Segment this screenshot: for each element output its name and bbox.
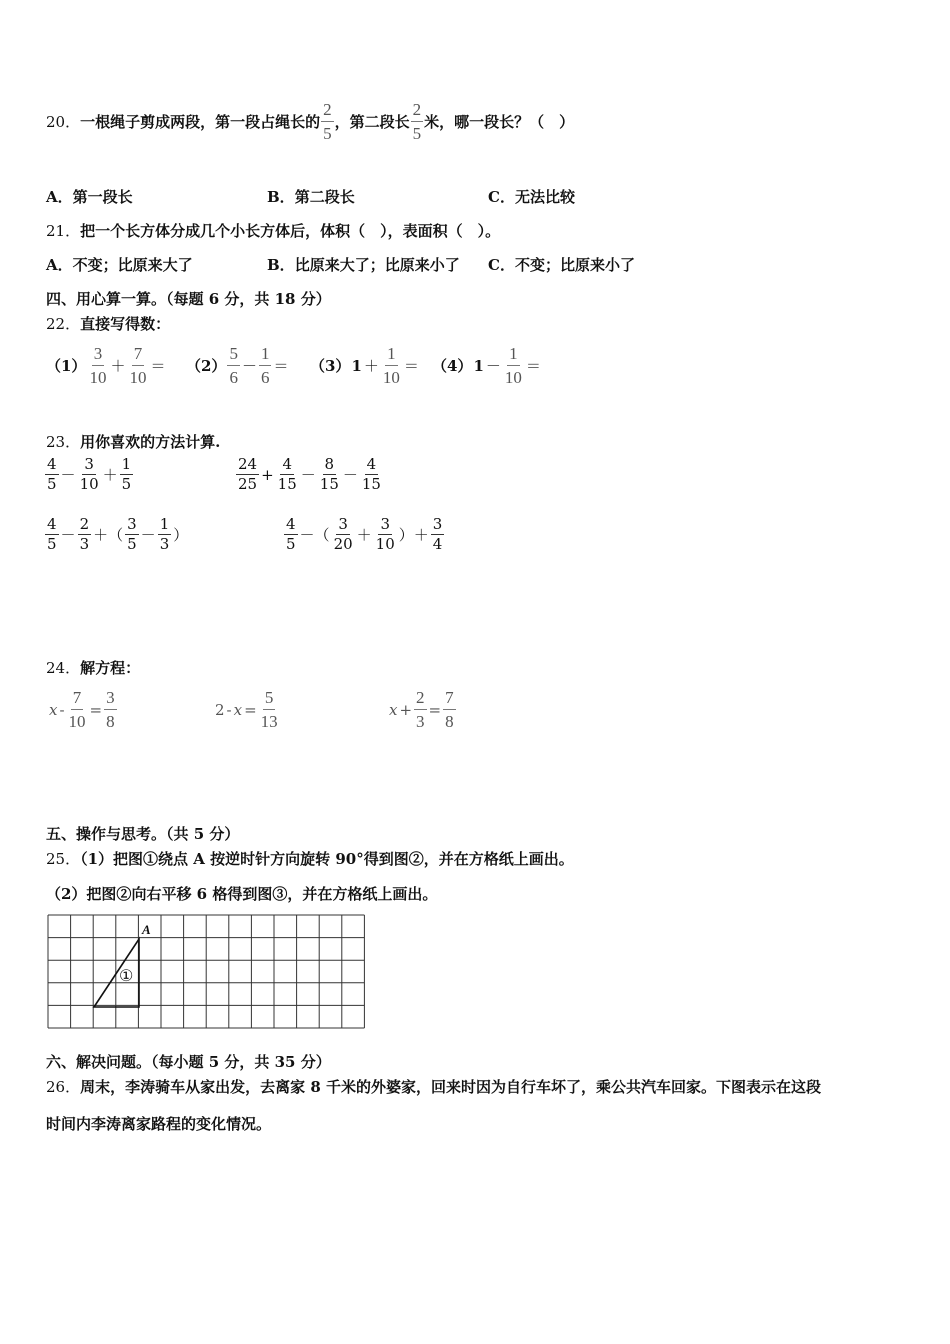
q20-option-b[interactable]: B．第二段长 — [267, 188, 355, 206]
grid-lines — [48, 915, 364, 1028]
q22-item-3: （3） 1 ＋ $\frac{1}{10}$ ＝ — [310, 344, 419, 387]
q26-line-2: 时间内李涛离家路程的变化情况。 — [46, 1115, 272, 1133]
q20-fraction-1: $\frac{2}{5}$ — [323, 100, 332, 143]
q24-equation-1: x - $\frac{7}{10}$ = $\frac{3}{8}$ — [49, 688, 115, 731]
section-4-title: 四、用心算一算。（每题 6 分，共 18 分） — [46, 290, 331, 308]
q25-text-1: （1）把图①绕点 A 按逆时针方向旋转 90°得到图②，并在方格纸上画出。 — [80, 850, 574, 868]
q20-option-a[interactable]: A．第一段长 — [46, 188, 133, 206]
q22-item-1: （1） $\frac{3}{10}$ ＋ $\frac{7}{10}$ ＝ — [46, 344, 166, 387]
q22-number: 22． — [46, 315, 81, 333]
q26-text-1: 周末，李涛骑车从家出发，去离家 8 千米的外婆家，回来时因为自行车坏了，乘公共汽车回家。下图表示在这段 — [80, 1078, 821, 1096]
point-a-label: A — [142, 922, 151, 937]
q23-expression-1: $\frac{4}{5}$ － $\frac{3}{10}$ ＋ $\frac{1}{5}$ — [47, 455, 132, 493]
q22-1-fraction-a: $\frac{3}{10}$ — [89, 344, 107, 387]
q24-number: 24． — [46, 659, 81, 677]
q24-text: 解方程： — [80, 659, 141, 677]
q22-3-fraction: $\frac{1}{10}$ — [382, 344, 400, 387]
q20-text-part2: ，第二段长 — [334, 113, 410, 131]
q20-number: 20． — [46, 113, 81, 131]
q24-equation-3: x + $\frac{2}{3}$ = $\frac{7}{8}$ — [389, 688, 454, 731]
q23-expression-2: $\frac{24}{25}$ + $\frac{4}{15}$ － $\frac{8}{15}$ － $\frac{4}{15}$ — [238, 455, 381, 493]
q20-fraction-2: $\frac{2}{5}$ — [412, 100, 422, 143]
q23-text: 用你喜欢的方法计算. — [80, 433, 221, 451]
q22-item-4: （4） 1 － $\frac{1}{10}$ ＝ — [432, 344, 541, 387]
q20-text-part3: 米，哪一段长？（ ） — [424, 113, 575, 131]
shape-1-label: ① — [119, 968, 134, 985]
q22-2-fraction-a: $\frac{5}{6}$ — [229, 344, 238, 387]
q24-equation-2: 2 - x = $\frac{5}{13}$ — [215, 688, 278, 731]
q22-2-fraction-b: $\frac{1}{6}$ — [260, 344, 270, 387]
q23-expression-3: $\frac{4}{5}$ － $\frac{2}{3}$ ＋（ $\frac{3}{5}$ － $\frac{1}{3}$ ） — [47, 515, 189, 553]
section-6-title: 六、解决问题。（每小题 5 分，共 35 分） — [46, 1053, 331, 1071]
q20-stem — [46, 101, 574, 142]
q21-option-b[interactable]: B．比原来大了；比原来小了 — [267, 256, 460, 274]
q24-stem — [46, 657, 140, 678]
q23-expression-4: $\frac{4}{5}$ －（ $\frac{3}{20}$ ＋ $\frac{3}{10}$ ）＋ $\frac{3}{4}$ — [286, 515, 443, 553]
q21-option-a[interactable]: A．不变；比原来大了 — [46, 256, 193, 274]
q20-option-c[interactable]: C．无法比较 — [488, 188, 575, 206]
q23-number: 23． — [46, 433, 81, 451]
q22-text: 直接写得数： — [80, 315, 171, 333]
q21-stem — [46, 220, 500, 241]
q21-option-c[interactable]: C．不变；比原来小了 — [488, 256, 635, 274]
q22-1-fraction-b: $\frac{7}{10}$ — [129, 344, 147, 387]
q22-4-fraction: $\frac{1}{10}$ — [504, 344, 522, 387]
q25-grid-figure — [47, 914, 369, 1032]
q25-number: 25． — [46, 850, 81, 868]
q21-number: 21． — [46, 222, 81, 240]
q20-text-part1: 一根绳子剪成两段，第一段占绳长的 — [80, 113, 321, 131]
q25-line-2: （2）把图②向右平移 6 格得到图③，并在方格纸上画出。 — [46, 885, 438, 903]
q26-line-1 — [46, 1076, 821, 1097]
section-5-title: 五、操作与思考。（共 5 分） — [46, 825, 240, 843]
q22-stem — [46, 313, 170, 334]
q23-stem — [46, 431, 220, 452]
q25-line-1 — [46, 848, 574, 869]
q26-number: 26． — [46, 1078, 81, 1096]
q22-item-2: （2） $\frac{5}{6}$ － $\frac{1}{6}$ ＝ — [186, 344, 289, 387]
q21-text: 把一个长方体分成几个小长方体后，体积（ ），表面积（ ）。 — [80, 222, 501, 240]
